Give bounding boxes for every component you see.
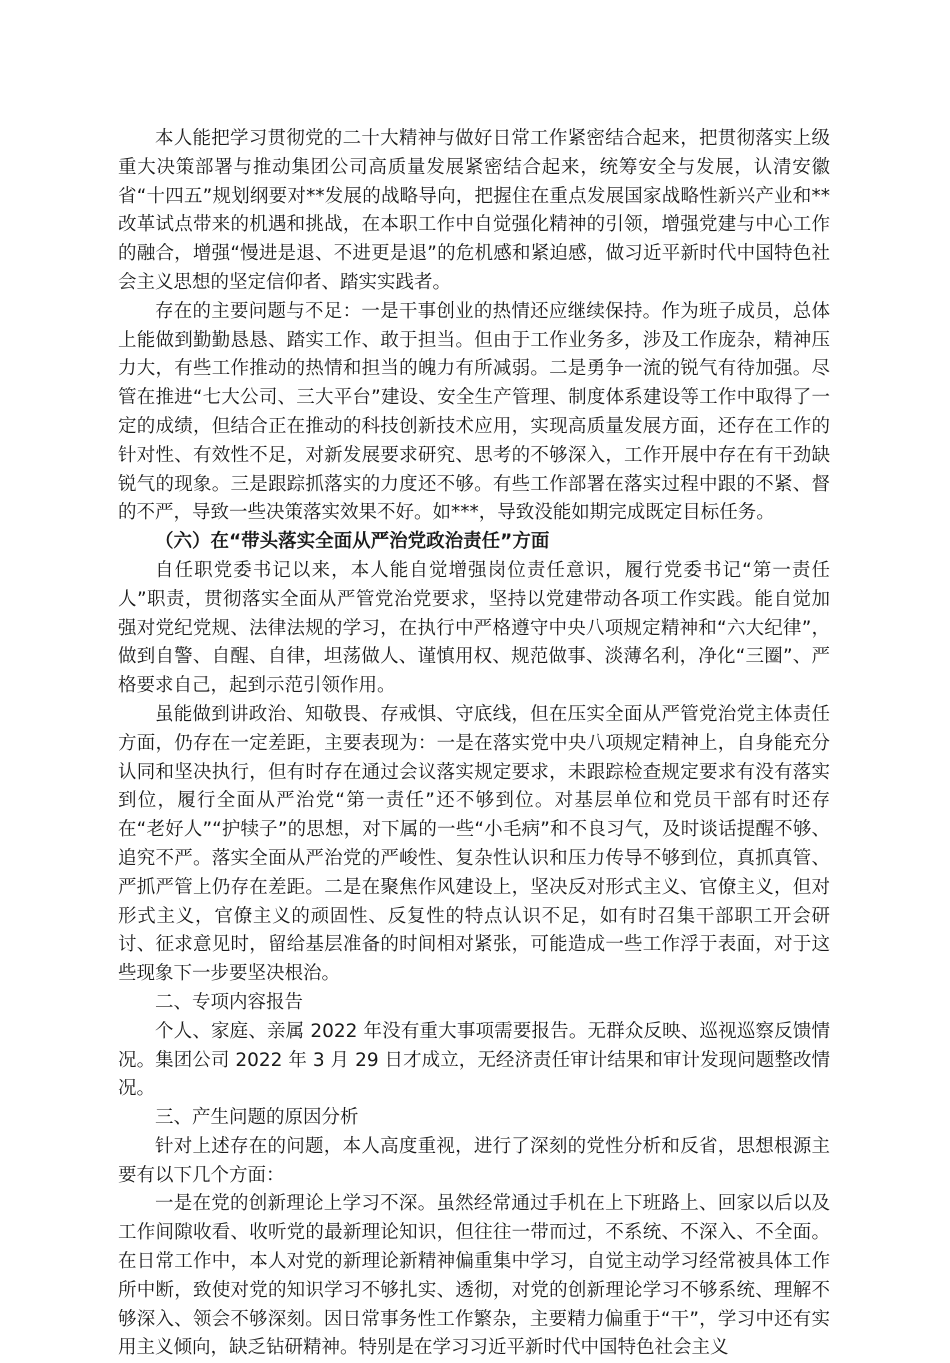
document-body bbox=[118, 125, 830, 1363]
paragraph-main-problems: 存在的主要问题与不足：一是干事创业的热情还应继续保持。作为班子成员，总体上能做到勤勤恳恳、踏实工作、敢于担当。但由于工作业务多，涉及工作庞杂，精神压力大，有些工作推动的热情和担当的魄力有所减弱。二是勇争一流的锐气有待加强。尽管在推进“七大公司、三大平台”建设、安全生产管理、制度体系建设等工作中取得了一定的成绩，但结合正在推动的科技创新技术应用，实现高质量发展方面，还存在工作的针对性、有效性不足，对新发展要求研究、思考的不够深入，工作开展中存在有干劲缺锐气的现象。三是跟踪抓落实的力度还不够。有些工作部署在落实过程中跟的不紧、督的不严，导致一些决策落实效果不好。如***，导致没能如期完成既定目标任务。 bbox=[118, 300, 830, 524]
paragraph-theory-study: 一是在党的创新理论上学习不深。虽然经常通过手机在上下班路上、回家以后以及工作间隙收看、收听党的最新理论知识，但往往一带而过，不系统、不深入、不全面。在日常工作中，本人对党的新理论新精神偏重集中学习，自觉主动学习经常被具体工作所中断，致使对党的知识学习不够扎实、透彻，对党的创新理论学习不够系统、理解不够深入、领会不够深刻。因日常事务性工作繁杂，主要精力偏重于“干”，学习中还有实用主义倾向，缺乏钻研精神。特别是在学习习近平新时代中国特色社会主义 bbox=[118, 1193, 830, 1359]
paragraph-special-report: 个人、家庭、亲属 2022 年没有重大事项需要报告。无群众反映、巡视巡察反馈情况。集团公司 2022 年 3 月 29 日才成立，无经济责任审计结果和审计发现问题整改情况。 bbox=[118, 1020, 830, 1100]
paragraph-responsibility-gaps: 虽能做到讲政治、知敬畏、存戒惧、守底线，但在压实全面从严管党治党主体责任方面，仍存在一定差距，主要表现为：一是在落实党中央八项规定精神上，自身能充分认同和坚决执行，但有时存在通过会议落实规定要求，未跟踪检查规定要求有没有落实到位，履行全面从严治党“第一责任”还不够到位。对基层单位和党员干部有时还存在“老好人”“护犊子”的思想，对下属的一些“小毛病”和不良习气，及时谈话提醒不够、追究不严。落实全面从严治党的严峻性、复杂性认识和压力传导不够到位，真抓真管、严抓严管上仍存在差距。二是在聚焦作风建设上，坚决反对形式主义、官僚主义，但对形式主义，官僚主义的顽固性、反复性的特点认识不足，如有时召集干部职工开会研讨、征求意见时，留给基层准备的时间相对紧张，可能造成一些工作浮于表面，对于这些现象下一步要坚决根治。 bbox=[118, 703, 830, 985]
paragraph-work-integration: 本人能把学习贯彻党的二十大精神与做好日常工作紧密结合起来，把贯彻落实上级重大决策部署与推动集团公司高质量发展紧密结合起来，统筹安全与发展，认清安徽省“十四五”规划纲要对**发展的战略导向，把握住在重点发展国家战略性新兴产业和**改革试点带来的机遇和挑战，在本职工作中自觉强化精神的引领，增强党建与中心工作的融合，增强“慢进是退、不进更是退”的危机感和紧迫感，做习近平新时代中国特色社会主义思想的坚定信仰者、踏实实践者。 bbox=[118, 128, 830, 293]
paragraph-cause-intro: 针对上述存在的问题，本人高度重视，进行了深刻的党性分析和反省，思想根源主要有以下几个方面： bbox=[118, 1135, 830, 1186]
section-heading-party-discipline: （六）在“带头落实全面从严治党政治责任”方面 bbox=[155, 531, 550, 553]
paragraph-party-secretary-duty: 自任职党委书记以来，本人能自觉增强岗位责任意识，履行党委书记“第一责任人”职责，贯彻落实全面从严管党治党要求，坚持以党建带动各项工作实践。能自觉加强对党纪党规、法律法规的学习，在执行中严格遵守中央八项规定精神和“六大纪律”，做到自警、自醒、自律，坦荡做人、谨慎用权、规范做事、淡薄名利，净化“三圈”、严格要求自己，起到示范引领作用。 bbox=[118, 559, 830, 697]
section-heading-cause-analysis: 三、产生问题的原因分析 bbox=[155, 1107, 359, 1129]
section-heading-special-report: 二、专项内容报告 bbox=[155, 991, 304, 1013]
